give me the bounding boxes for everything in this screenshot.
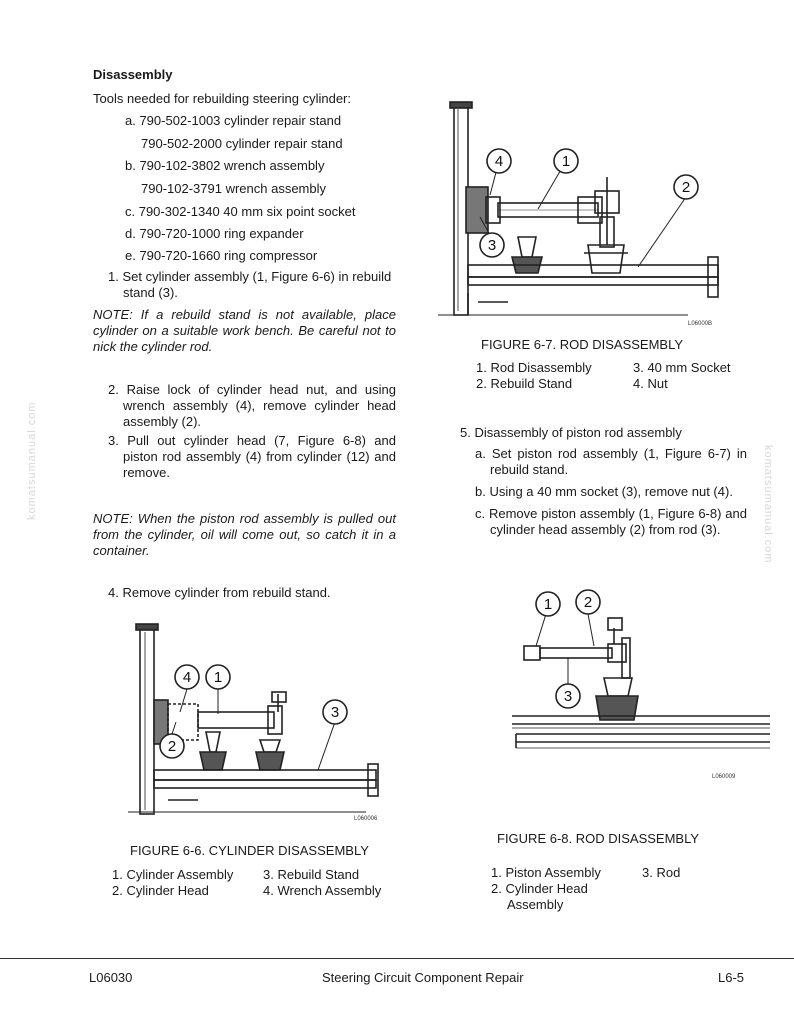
section-heading: Disassembly [93,67,173,82]
footer-rule [0,958,794,959]
tool-item: 790-102-3791 wrench assembly [141,181,326,196]
legend-item: 4. Nut [633,376,668,391]
step-5a: a. Set piston rod assembly (1, Figure 6-7) in rebuild stand. [475,446,747,477]
callout-4: 4 [182,669,192,686]
figure-6-8-caption: FIGURE 6-8. ROD DISASSEMBLY [497,831,700,846]
callout-1: 1 [561,153,571,170]
tool-item: b. 790-102-3802 wrench assembly [125,158,325,173]
callout-1: 1 [543,596,553,613]
legend-item: 1. Rod Disassembly [476,360,592,375]
figure-6-7-caption: FIGURE 6-7. ROD DISASSEMBLY [481,337,684,352]
tool-item: d. 790-720-1000 ring expander [125,226,304,241]
callout-2: 2 [167,738,177,755]
legend-item: 3. Rebuild Stand [263,867,360,882]
callout-2: 2 [681,179,691,196]
note-oil: NOTE: When the piston rod assembly is pulled out from the cylinder, oil will come out, so catch it in a container. [93,511,396,558]
legend-item: 2. Cylinder Head [491,881,588,896]
callout-4: 4 [494,153,504,170]
figure-6-8-illustration [512,588,770,788]
tool-item: 790-502-2000 cylinder repair stand [141,136,343,151]
step-4: 4. Remove cylinder from rebuild stand. [108,585,331,600]
callout-3: 3 [330,704,340,721]
legend-item: 1. Cylinder Assembly [112,867,234,882]
watermark-left: komatsumanual.com [26,401,38,520]
footer-page-number: L6-5 [718,970,745,985]
figure-6-6-caption: FIGURE 6-6. CYLINDER DISASSEMBLY [130,843,369,858]
callout-3: 3 [563,688,573,705]
callout-2: 2 [583,594,593,611]
footer-title: Steering Circuit Component Repair [322,970,524,985]
step-2: 2. Raise lock of cylinder head nut, and using wrench assembly (4), remove cylinder head assembly (2). [108,382,396,429]
tool-item: e. 790-720-1660 ring compressor [125,248,318,263]
callout-3: 3 [487,237,497,254]
figure-code: L06000B [688,321,713,327]
figure-6-7-illustration [438,97,728,329]
legend-item: 2. Cylinder Head [112,883,209,898]
note-rebuild-stand: NOTE: If a rebuild stand is not available, place cylinder on a suitable work bench. Be careful not to nick the cylinder rod. [93,307,396,354]
legend-item: 2. Rebuild Stand [476,376,573,391]
tool-item: a. 790-502-1003 cylinder repair stand [125,113,342,128]
step-1-line: 1. Set cylinder assembly (1, Figure 6-6) in rebuild [108,269,392,284]
legend-item: Assembly [507,897,564,912]
footer-doc-id: L06030 [89,970,133,985]
legend-item: 4. Wrench Assembly [263,883,382,898]
legend-item: 3. 40 mm Socket [633,360,731,375]
callout-1: 1 [213,669,223,686]
step-3: 3. Pull out cylinder head (7, Figure 6-8) and piston rod assembly (4) from cylinder (12) and remove. [108,433,396,480]
tools-intro: Tools needed for rebuilding steering cylinder: [93,91,351,106]
step-1-line: stand (3). [123,285,178,300]
legend-item: 3. Rod [642,865,681,880]
step-5-title: 5. Disassembly of piston rod assembly [460,425,682,440]
step-5b: b. Using a 40 mm socket (3), remove nut (4). [475,484,733,499]
tool-item: c. 790-302-1340 40 mm six point socket [125,204,356,219]
figure-code: L060006 [354,816,378,822]
watermark-right: komatsumanual.com [762,445,774,564]
figure-6-6-illustration [128,622,390,822]
step-5c: c. Remove piston assembly (1, Figure 6-8) and cylinder head assembly (2) from rod (3). [475,506,747,537]
figure-code: L060009 [712,774,736,780]
legend-item: 1. Piston Assembly [491,865,601,880]
